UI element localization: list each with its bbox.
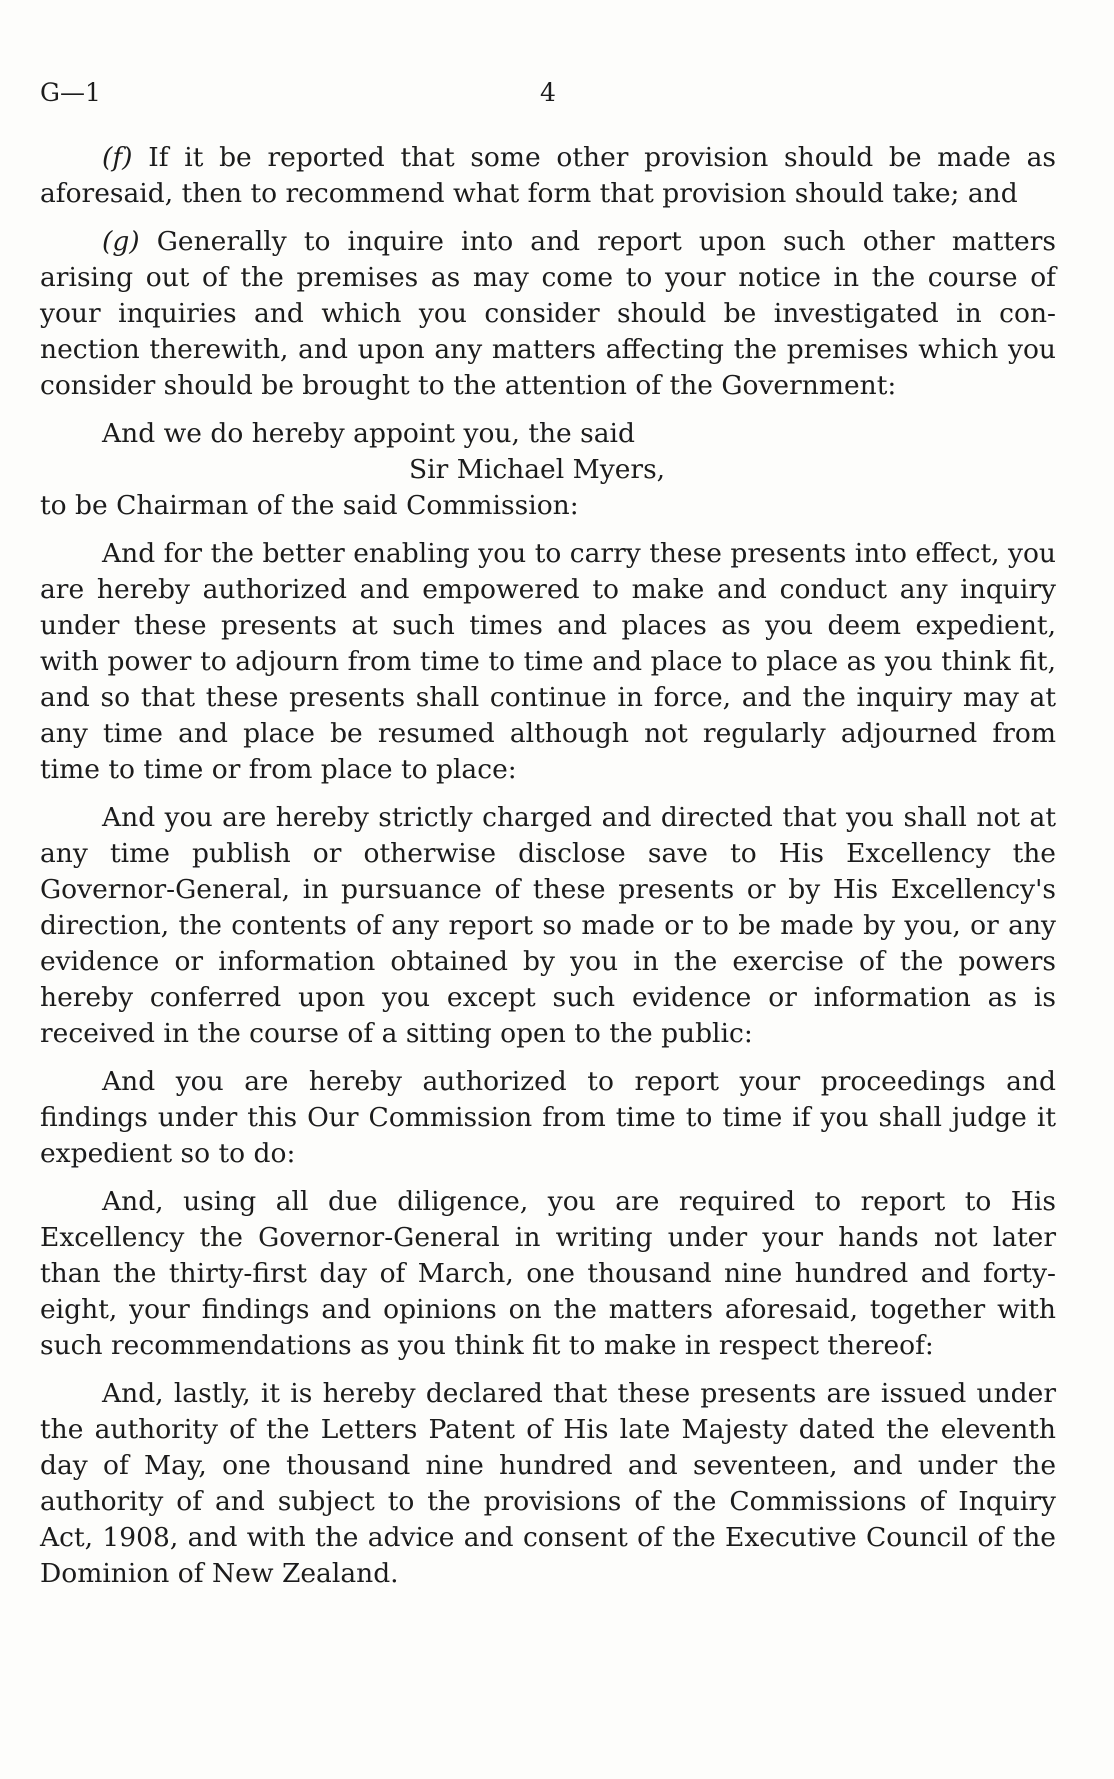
clause-f-text: If it be reported that some other provision should be made as aforesaid, then to recommend what form that provision should take; and (40, 142, 1056, 209)
page-header (40, 78, 1056, 118)
lastly-paragraph: And, lastly, it is hereby declared that these presents are issued under the authority of the Letters Patent of His late Majesty dated the eleventh day of May, one thousand nine hundred and seventeen, and under the authority of and subject to the provisions of the Commissions of Inquiry Act, 1908, and with the advice and consent of the Executive Council of the Dominion of New Zealand. (40, 1378, 1056, 1589)
clause-g-label: (g) (102, 226, 140, 257)
document-reference: G—1 (40, 78, 101, 107)
appointee-name: Sir Michael Myers, (409, 454, 666, 485)
confidentiality-paragraph: And you are hereby strictly charged and directed that you shall not at any time publish or otherwise disclose save to His Excellency the Governor-General, in pursuance of these presents or by His Excellency's direction, the contents of any report so made or to be made by you, or any evidence or information obtained by you in the exercise of the powers hereby conferred upon you except such evidence or information as is received in the course of a sitting open to the public: (40, 802, 1056, 1049)
clause-f-label: (f) (102, 142, 133, 173)
document-body (40, 140, 1056, 1604)
diligence-paragraph: And, using all due diligence, you are required to report to His Excellency the Governor-General in writing under your hands not later than the thirty-first day of March, one thousand nine hundred and forty-eight, your findings and opinions on the matters aforesaid, together with such recommendations as you think fit to make in respect thereof: (40, 1186, 1056, 1361)
report-proceedings-paragraph: And you are hereby authorized to report your proceedings and findings under this Our Commission from time to time if you shall judge it expedient so to do: (40, 1066, 1056, 1169)
appointment-paragraph: And we do hereby appoint you, the said (102, 418, 635, 449)
clause-g-text: Generally to inquire into and report upon such other matters arising out of the premises as may come to your notice in the course of your inquiries and which you consider should be investigated in connection therewith, and upon any matters affecting the premises which you consider should be brought to the attention of the Government: (40, 226, 1056, 401)
clause-g (40, 224, 1056, 404)
clause-f (40, 140, 1056, 212)
chairman-line: to be Chairman of the said Commission: (40, 490, 579, 521)
enabling-paragraph: And for the better enabling you to carry these presents into effect, you are hereby authorized and empowered to make and conduct any inquiry under these presents at such times and places as you deem expedient, with power to adjourn from time to time and place to place as you think fit, and so that these presents shall continue in force, and the inquiry may at any time and place be resumed although not regularly adjourned from time to time or from place to place: (40, 538, 1056, 785)
page-number: 4 (540, 78, 556, 107)
